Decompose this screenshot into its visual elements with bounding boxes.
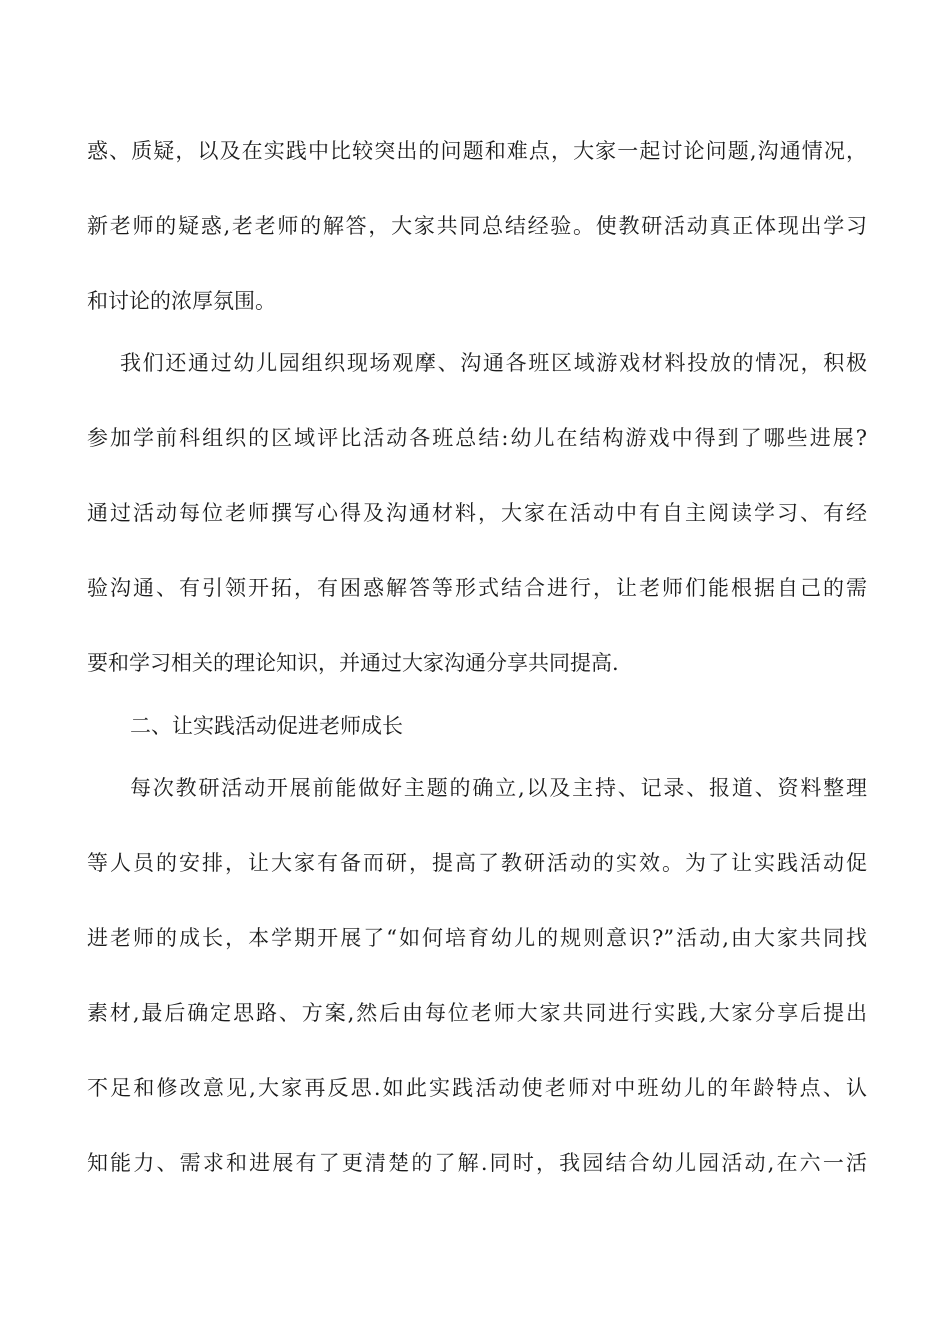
paragraph-first-line: 每次教研活动开展前能做好主题的确立,以及主持、记录、报道、资料整理	[130, 776, 867, 800]
text-line: 素材,最后确定思路、方案,然后由每位老师大家共同进行实践,大家分享后提出	[87, 1001, 867, 1025]
text-line: 通过活动每位老师撰写心得及沟通材料，大家在活动中有自主阅读学习、有经	[87, 501, 867, 525]
section-heading: 二、让实践活动促进老师成长	[130, 714, 403, 738]
text-line: 验沟通、有引领开拓，有困惑解答等形式结合进行，让老师们能根据自己的需	[87, 576, 867, 600]
text-line: 进老师的成长，本学期开展了“如何培育幼儿的规则意识?”活动,由大家共同找	[87, 926, 867, 950]
paragraph-first-line: 我们还通过幼儿园组织现场观摩、沟通各班区域游戏材料投放的情况，积极	[120, 351, 867, 375]
text-line: 新老师的疑惑,老老师的解答，大家共同总结经验。使教研活动真正体现出学习	[87, 214, 867, 238]
text-line: 等人员的安排，让大家有备而研，提高了教研活动的实效。为了让实践活动促	[87, 851, 867, 875]
text-line: 惑、质疑，以及在实践中比较突出的问题和难点，大家一起讨论问题,沟通情况，	[87, 139, 867, 163]
text-line: 参加学前科组织的区域评比活动各班总结:幼儿在结构游戏中得到了哪些进展?	[87, 426, 867, 450]
text-line: 要和学习相关的理论知识，并通过大家沟通分享共同提高.	[87, 651, 619, 675]
text-line: 和讨论的浓厚氛围。	[87, 289, 276, 313]
text-line: 不足和修改意见,大家再反思.如此实践活动使老师对中班幼儿的年龄特点、认	[87, 1076, 867, 1100]
text-line: 知能力、需求和进展有了更清楚的了解.同时，我园结合幼儿园活动,在六一活	[87, 1151, 867, 1175]
